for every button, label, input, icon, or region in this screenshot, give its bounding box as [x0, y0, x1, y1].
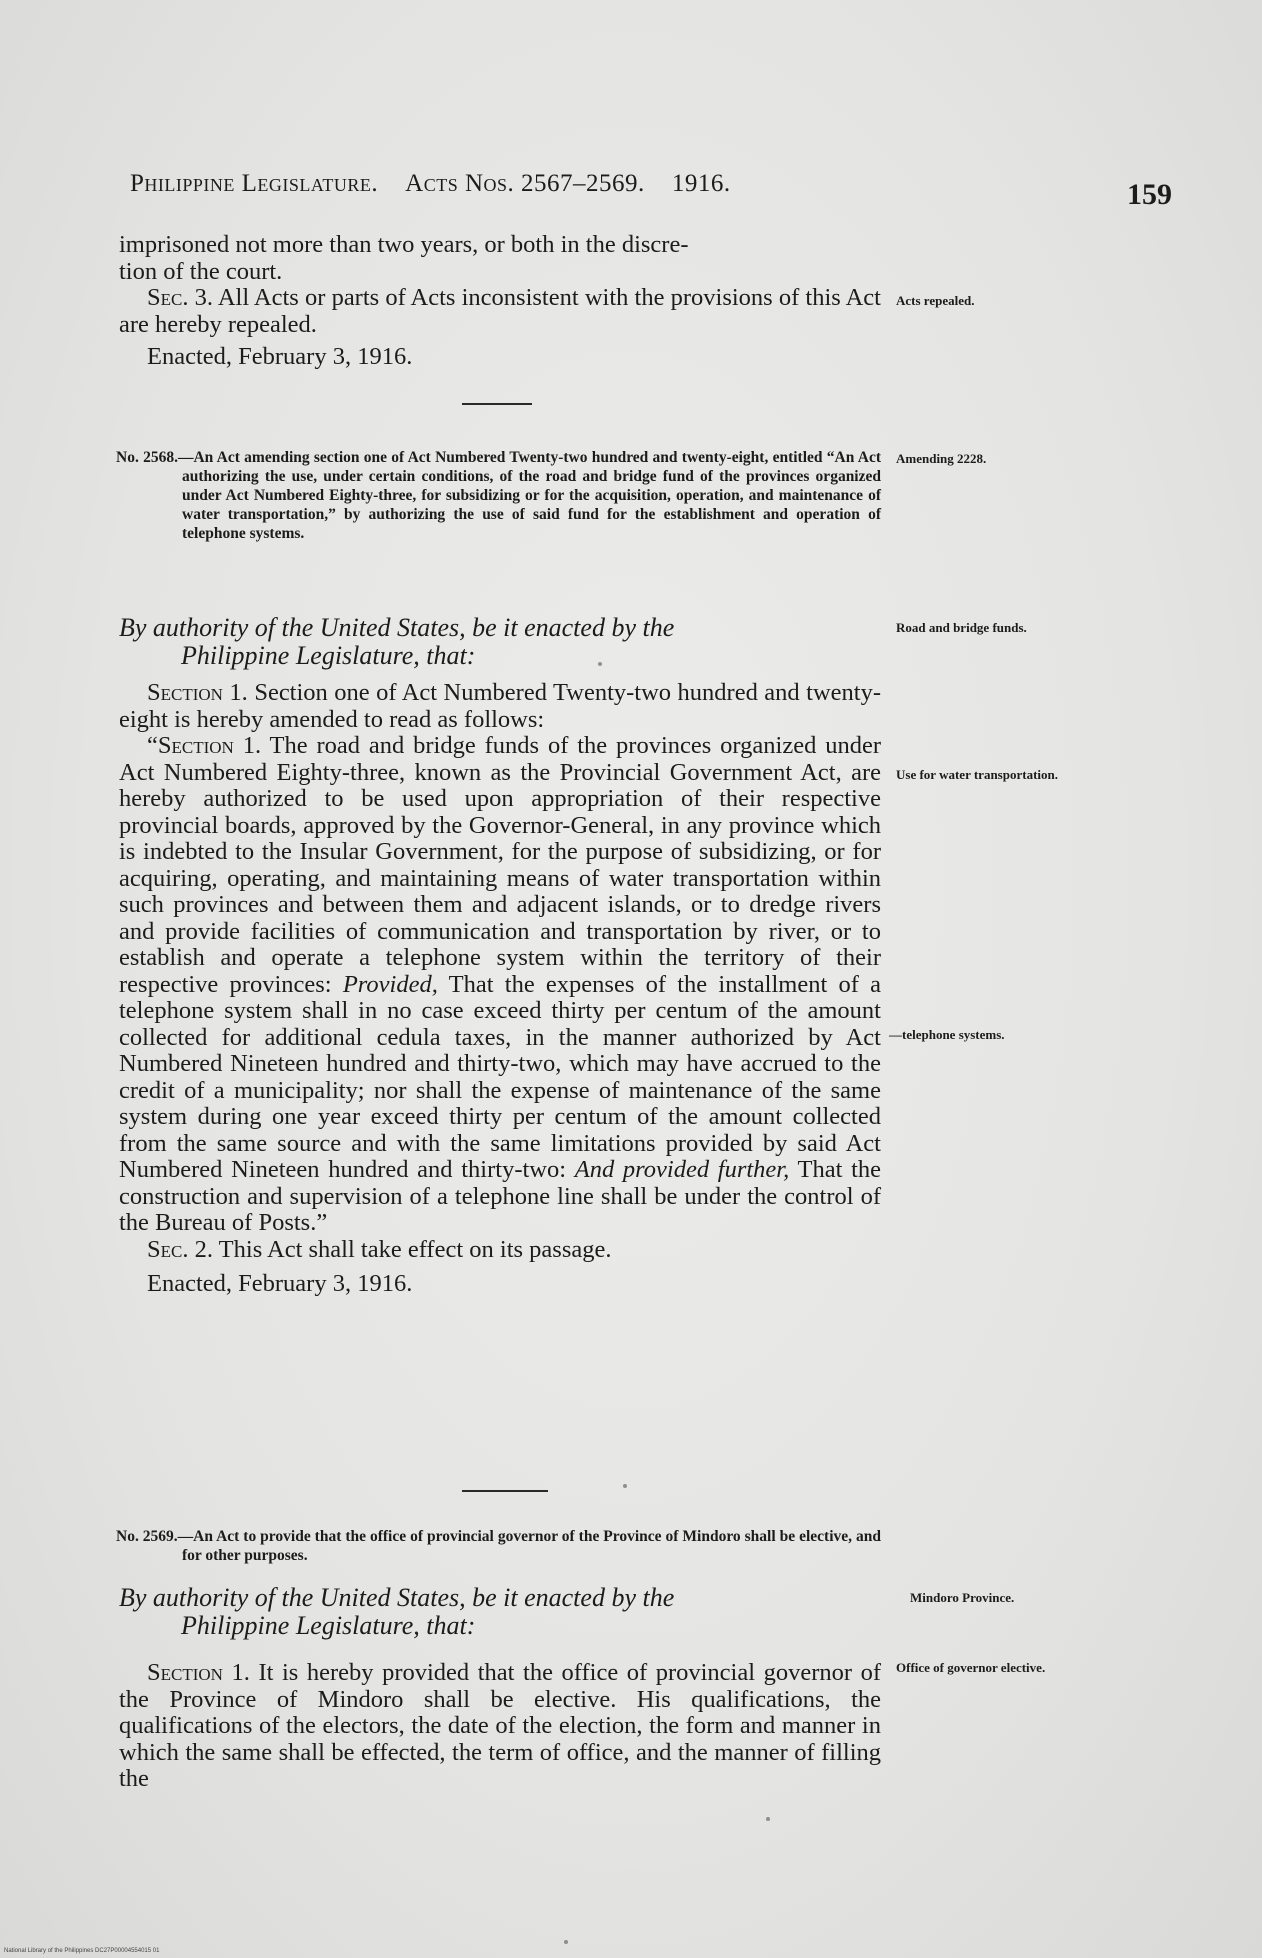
enacting-line-2: Philippine Legislature, that: — [181, 1611, 476, 1640]
running-header — [130, 170, 731, 198]
section-2 — [119, 1237, 881, 1264]
continuation-line: imprisoned not more than two years, or both in the discre- — [119, 231, 689, 258]
margin-note: Amending 2228. — [896, 451, 987, 466]
margin-note: Office of governor elective. — [896, 1660, 1046, 1675]
proviso-label: And provided further, — [574, 1156, 790, 1183]
act-2568-summary — [116, 448, 881, 543]
act-title: No. 2568.—An Act amending section one of Act Numbered Twenty-two hundred and twenty-eight, entitled “An Act authorizing the use, under certain conditions, of the road and bridge fund of the provinces organized under Act Numbered Eighty-three, for subsidizing or for the acquisition, operation, and maintenance of water transportation,” by authorizing the use of said fund for the establishment and operation of telephone systems. — [116, 449, 881, 542]
section-divider — [462, 403, 532, 405]
enacting-line-1: By authority of the United States, be it enacted by the — [119, 613, 675, 642]
running-head-acts: Acts Nos. 2567–2569. — [405, 170, 645, 197]
margin-note: Road and bridge funds. — [896, 620, 1027, 635]
margin-note: Mindoro Province. — [910, 1590, 1015, 1605]
scan-speck — [598, 662, 602, 666]
act-2569-summary — [116, 1527, 881, 1565]
section-label: Sec. 3. — [147, 284, 214, 311]
page-number: 159 — [1127, 178, 1172, 211]
section-text: It is hereby provided that the office of provincial governor of the Province of Mindoro shall be elective. His qualifications, the qualifications of the electors, the date of the election, the form and manner in which the same shall be effected, the term of office, and the manner of filling the — [119, 1659, 882, 1792]
running-head-title: Philippine Legislature. — [130, 170, 379, 197]
running-head-year: 1916. — [671, 170, 731, 197]
continuation-line: tion of the court. — [119, 257, 283, 285]
enacting-line-2: Philippine Legislature, that: — [181, 641, 476, 670]
section-text: Section one of Act Numbered Twenty-two hundred and twenty-eight is hereby amended to read as follows: — [119, 679, 882, 733]
act-2568-body — [119, 680, 881, 1298]
section-label: Section 1. — [147, 1659, 250, 1686]
section-text: The road and bridge funds of the provinces organized under Act Numbered Eighty-three, known as the Provincial Government Act, are hereby authorized to be used upon appropriation of their respective provincial boards, approved by the Governor-General, in any province which is indebted to the Insular Government, for the purpose of subsidizing, or for acquiring, operating, and maintaining means of water transportation within such provinces and between them and adjacent islands, or to dredge rivers and provide facilities of communication and transportation by river, or to establish and operate a telephone system within the territory of their respective provinces: — [119, 732, 881, 998]
proviso-label: Provided, — [342, 970, 438, 998]
continuation-text — [119, 232, 881, 371]
scan-speck — [564, 1940, 568, 1944]
margin-note: Use for water transportation. — [896, 767, 1058, 782]
act-2569-body — [119, 1660, 881, 1793]
section-text: This Act shall take effect on its passage. — [218, 1235, 612, 1263]
margin-note: —telephone systems. — [889, 1027, 1005, 1042]
act-2568-enacting-clause — [119, 614, 881, 670]
scan-speck — [623, 1484, 627, 1488]
enacted-date: Enacted, February 3, 1916. — [147, 343, 413, 370]
quoted-section-1 — [119, 733, 881, 1237]
section-1 — [119, 1660, 881, 1793]
section-label: “Section 1. — [147, 732, 262, 759]
section-label: Sec. 2. — [147, 1235, 213, 1263]
act-2569-enacting-clause — [119, 1584, 881, 1640]
section-divider — [462, 1490, 548, 1492]
section-text: That the construction and supervision of a telephone line shall be under the control of the Bureau of Posts.” — [119, 1156, 881, 1236]
section-1 — [119, 680, 881, 733]
scan-speck — [766, 1817, 770, 1821]
section-text: That the expenses of the installment of a telephone system shall in no case exceed thirty per centum of the amount collected for additional cedula taxes, in the manner authorized by Act Numbered Nineteen hundred and thirty-two, which may have accrued to the credit of a municipality; nor shall the expense of maintenance of the same system during one year exceed thirty per centum of the amount collected from the same source and with the same limitations provided by said Act Numbered Nineteen hundred and thirty-two: — [119, 970, 882, 1183]
enacting-line-1: By authority of the United States, be it enacted by the — [119, 1583, 675, 1612]
section-3 — [119, 285, 881, 338]
enacted-date: Enacted, February 3, 1916. — [147, 1270, 413, 1297]
section-label: Section 1. — [147, 679, 248, 706]
scan-footer: National Library of the Philippines DC27P00004554015 01 — [4, 1948, 160, 1954]
section-text: All Acts or parts of Acts inconsistent with the provisions of this Act are hereby repealed. — [119, 284, 881, 338]
margin-note: Acts repealed. — [896, 293, 975, 308]
act-title: No. 2569.—An Act to provide that the office of provincial governor of the Province of Mindoro shall be elective, and for other purposes. — [116, 1528, 881, 1564]
